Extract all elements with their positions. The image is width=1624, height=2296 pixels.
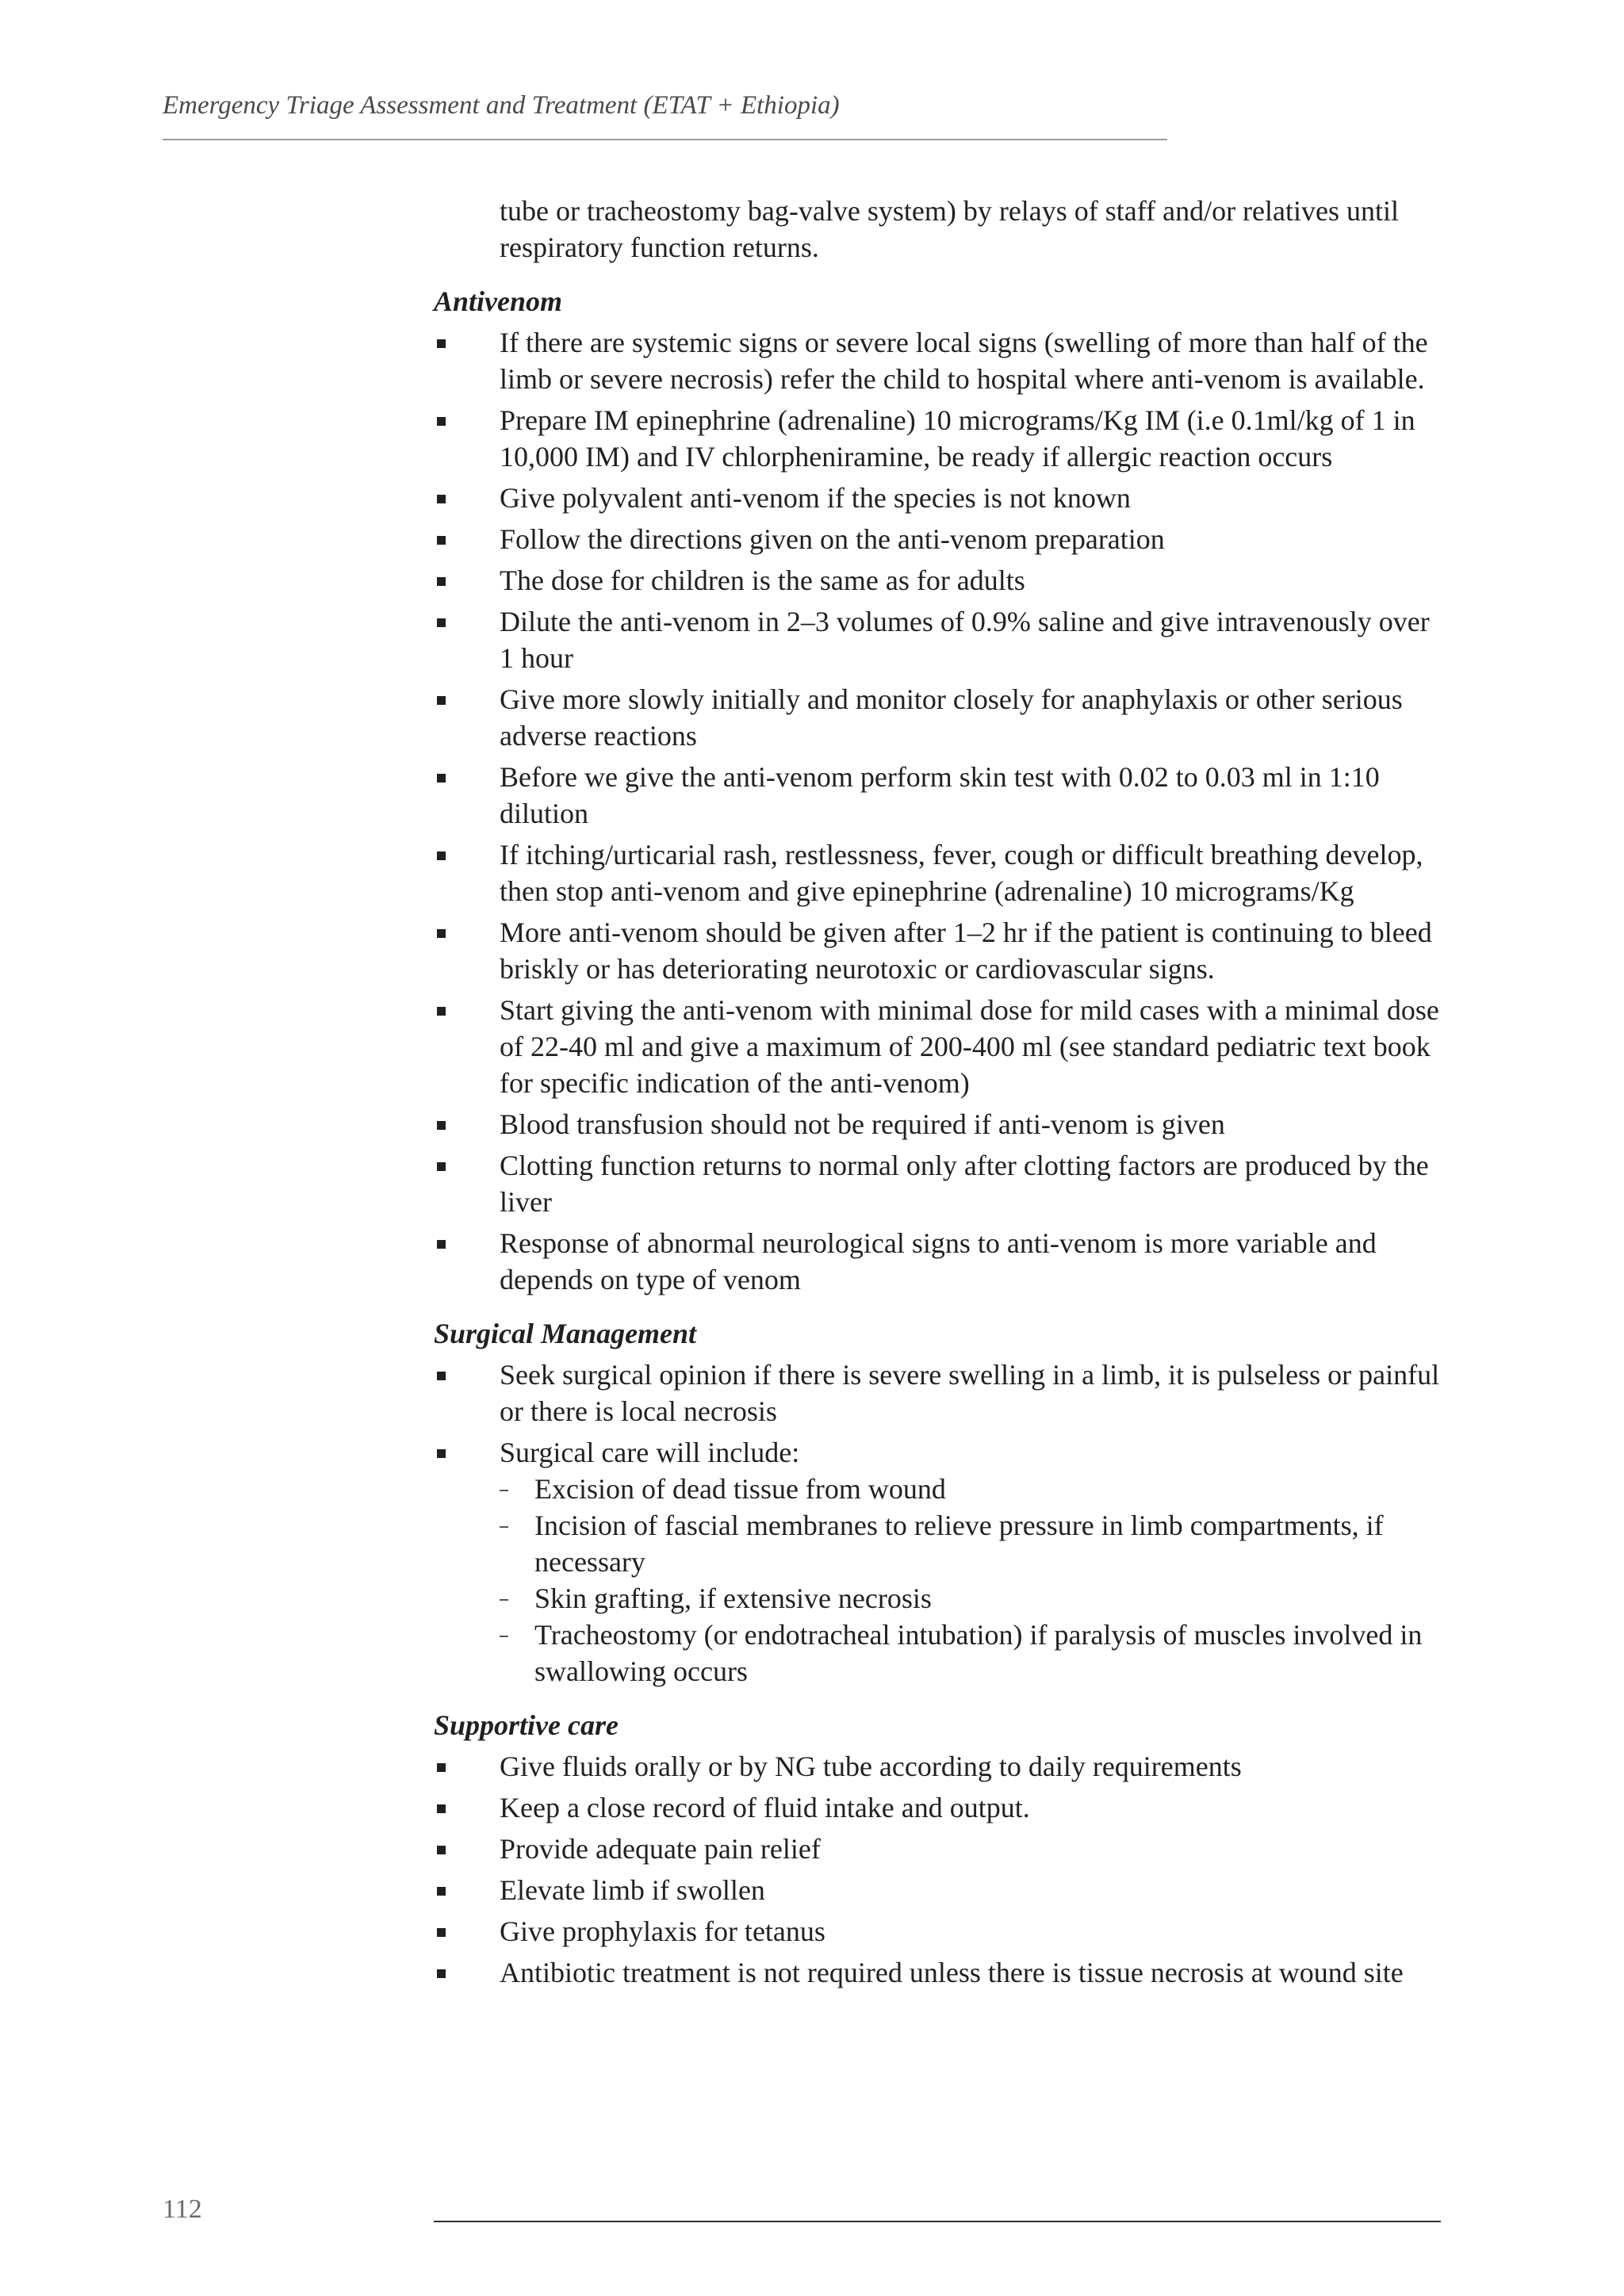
list-item bbox=[434, 1147, 1441, 1220]
list-item bbox=[434, 603, 1441, 676]
section-heading-surgical-management: Surgical Management bbox=[434, 1318, 697, 1349]
square-bullet-icon bbox=[437, 339, 446, 348]
list-item-text: Surgical care will include: bbox=[500, 1437, 800, 1468]
square-bullet-icon bbox=[437, 696, 446, 705]
sublist-item-text: Skin grafting, if extensive necrosis bbox=[534, 1582, 932, 1614]
square-bullet-icon bbox=[437, 495, 446, 503]
antivenom-list bbox=[434, 324, 1441, 1298]
list-item bbox=[434, 1789, 1441, 1826]
square-bullet-icon bbox=[437, 1887, 446, 1896]
square-bullet-icon bbox=[437, 1969, 446, 1978]
square-bullet-icon bbox=[437, 1007, 446, 1016]
list-item bbox=[434, 1106, 1441, 1142]
surgical-list bbox=[434, 1357, 1441, 1689]
dash-bullet-icon bbox=[500, 1490, 508, 1491]
sublist-item-text: Tracheostomy (or endotracheal intubation) if paralysis of muscles involved in swallowing occurs bbox=[534, 1619, 1423, 1687]
list-item bbox=[434, 759, 1441, 832]
square-bullet-icon bbox=[437, 1846, 446, 1854]
list-item bbox=[434, 1872, 1441, 1908]
sublist-item bbox=[500, 1617, 1441, 1689]
square-bullet-icon bbox=[437, 1162, 446, 1171]
list-item-text: Follow the directions given on the anti-venom preparation bbox=[500, 523, 1165, 555]
surgical-care-sublist bbox=[500, 1471, 1441, 1689]
list-item-text: More anti-venom should be given after 1–2 hr if the patient is continuing to bleed briskly or has deteriorating neurotoxic or cardiovascular signs. bbox=[500, 916, 1432, 985]
list-item-text: Keep a close record of fluid intake and output. bbox=[500, 1792, 1030, 1823]
list-item-text: Before we give the anti-venom perform skin test with 0.02 to 0.03 ml in 1:10 dilution bbox=[500, 761, 1380, 829]
list-item-text: Prepare IM epinephrine (adrenaline) 10 micrograms/Kg IM (i.e 0.1ml/kg of 1 in 10,000 IM) and IV chlorpheniramine, be ready if allergic reaction occurs bbox=[500, 404, 1415, 473]
dash-bullet-icon bbox=[500, 1526, 508, 1528]
square-bullet-icon bbox=[437, 536, 446, 545]
square-bullet-icon bbox=[437, 851, 446, 860]
list-item bbox=[434, 521, 1441, 557]
square-bullet-icon bbox=[437, 1804, 446, 1813]
list-item bbox=[434, 681, 1441, 754]
list-item-text: Provide adequate pain relief bbox=[500, 1833, 821, 1865]
supportive-list bbox=[434, 1748, 1441, 1991]
page-body bbox=[434, 193, 1441, 2008]
header-divider bbox=[163, 139, 1167, 140]
list-item-text: Give prophylaxis for tetanus bbox=[500, 1915, 825, 1947]
list-item-text: Give fluids orally or by NG tube according to daily requirements bbox=[500, 1751, 1242, 1782]
list-item bbox=[434, 992, 1441, 1101]
list-item-text: Blood transfusion should not be required if anti-venom is given bbox=[500, 1108, 1225, 1140]
sublist-item-text: Excision of dead tissue from wound bbox=[534, 1473, 946, 1505]
list-item-text: Antibiotic treatment is not required unless there is tissue necrosis at wound site bbox=[500, 1957, 1404, 1988]
sublist-item bbox=[500, 1507, 1441, 1580]
list-item-text: Give polyvalent anti-venom if the species is not known bbox=[500, 482, 1131, 514]
square-bullet-icon bbox=[437, 774, 446, 783]
square-bullet-icon bbox=[437, 577, 446, 586]
running-head: Emergency Triage Assessment and Treatment (ETAT + Ethiopia) bbox=[163, 91, 840, 120]
square-bullet-icon bbox=[437, 1928, 446, 1937]
list-item bbox=[434, 1434, 1441, 1689]
list-item bbox=[434, 1748, 1441, 1785]
list-item-text: If itching/urticarial rash, restlessness, fever, cough or difficult breathing develop, then stop anti-venom and give epinephrine (adrenaline) 10 micrograms/Kg bbox=[500, 839, 1423, 907]
list-item-text: The dose for children is the same as for adults bbox=[500, 564, 1025, 596]
list-item-text: Elevate limb if swollen bbox=[500, 1874, 765, 1906]
dash-bullet-icon bbox=[500, 1599, 508, 1601]
intro-paragraph: tube or tracheostomy bag-valve system) by relays of staff and/or relatives until respiratory function returns. bbox=[500, 195, 1399, 263]
list-item bbox=[434, 562, 1441, 599]
square-bullet-icon bbox=[437, 1240, 446, 1249]
list-item bbox=[434, 324, 1441, 397]
list-item bbox=[434, 402, 1441, 475]
list-item-text: Seek surgical opinion if there is severe swelling in a limb, it is pulseless or painful or there is local necrosis bbox=[500, 1359, 1440, 1427]
dash-bullet-icon bbox=[500, 1636, 508, 1637]
square-bullet-icon bbox=[437, 618, 446, 627]
square-bullet-icon bbox=[437, 1121, 446, 1130]
list-item-text: Start giving the anti-venom with minimal dose for mild cases with a minimal dose of 22-40 ml and give a maximum of 200-400 ml (see standard pediatric text book for specific indication of the anti-venom) bbox=[500, 994, 1439, 1099]
list-item bbox=[434, 1831, 1441, 1867]
section-heading-antivenom: Antivenom bbox=[434, 285, 563, 317]
list-item bbox=[434, 1225, 1441, 1298]
list-item bbox=[434, 836, 1441, 909]
sublist-item-text: Incision of fascial membranes to relieve pressure in limb compartments, if necessary bbox=[534, 1510, 1384, 1578]
list-item-text: Dilute the anti-venom in 2–3 volumes of 0.9% saline and give intravenously over 1 hour bbox=[500, 606, 1430, 674]
list-item-text: If there are systemic signs or severe local signs (swelling of more than half of the limb or severe necrosis) refer the child to hospital where anti-venom is available. bbox=[500, 327, 1428, 395]
sublist-item bbox=[500, 1471, 1441, 1507]
sublist-item bbox=[500, 1580, 1441, 1617]
list-item-text: Response of abnormal neurological signs to anti-venom is more variable and depends on type of venom bbox=[500, 1227, 1377, 1295]
list-item-text: Give more slowly initially and monitor closely for anaphylaxis or other serious adverse reactions bbox=[500, 683, 1403, 752]
square-bullet-icon bbox=[437, 1372, 446, 1380]
list-item bbox=[434, 914, 1441, 987]
footer-divider bbox=[434, 2221, 1441, 2222]
section-heading-supportive-care: Supportive care bbox=[434, 1709, 619, 1741]
list-item bbox=[434, 480, 1441, 516]
page-number: 112 bbox=[163, 2195, 202, 2224]
list-item bbox=[434, 1357, 1441, 1429]
square-bullet-icon bbox=[437, 417, 446, 426]
square-bullet-icon bbox=[437, 929, 446, 938]
list-item bbox=[434, 1913, 1441, 1950]
list-item-text: Clotting function returns to normal only after clotting factors are produced by the liver bbox=[500, 1150, 1429, 1218]
square-bullet-icon bbox=[437, 1763, 446, 1772]
list-item bbox=[434, 1954, 1441, 1991]
square-bullet-icon bbox=[437, 1449, 446, 1458]
